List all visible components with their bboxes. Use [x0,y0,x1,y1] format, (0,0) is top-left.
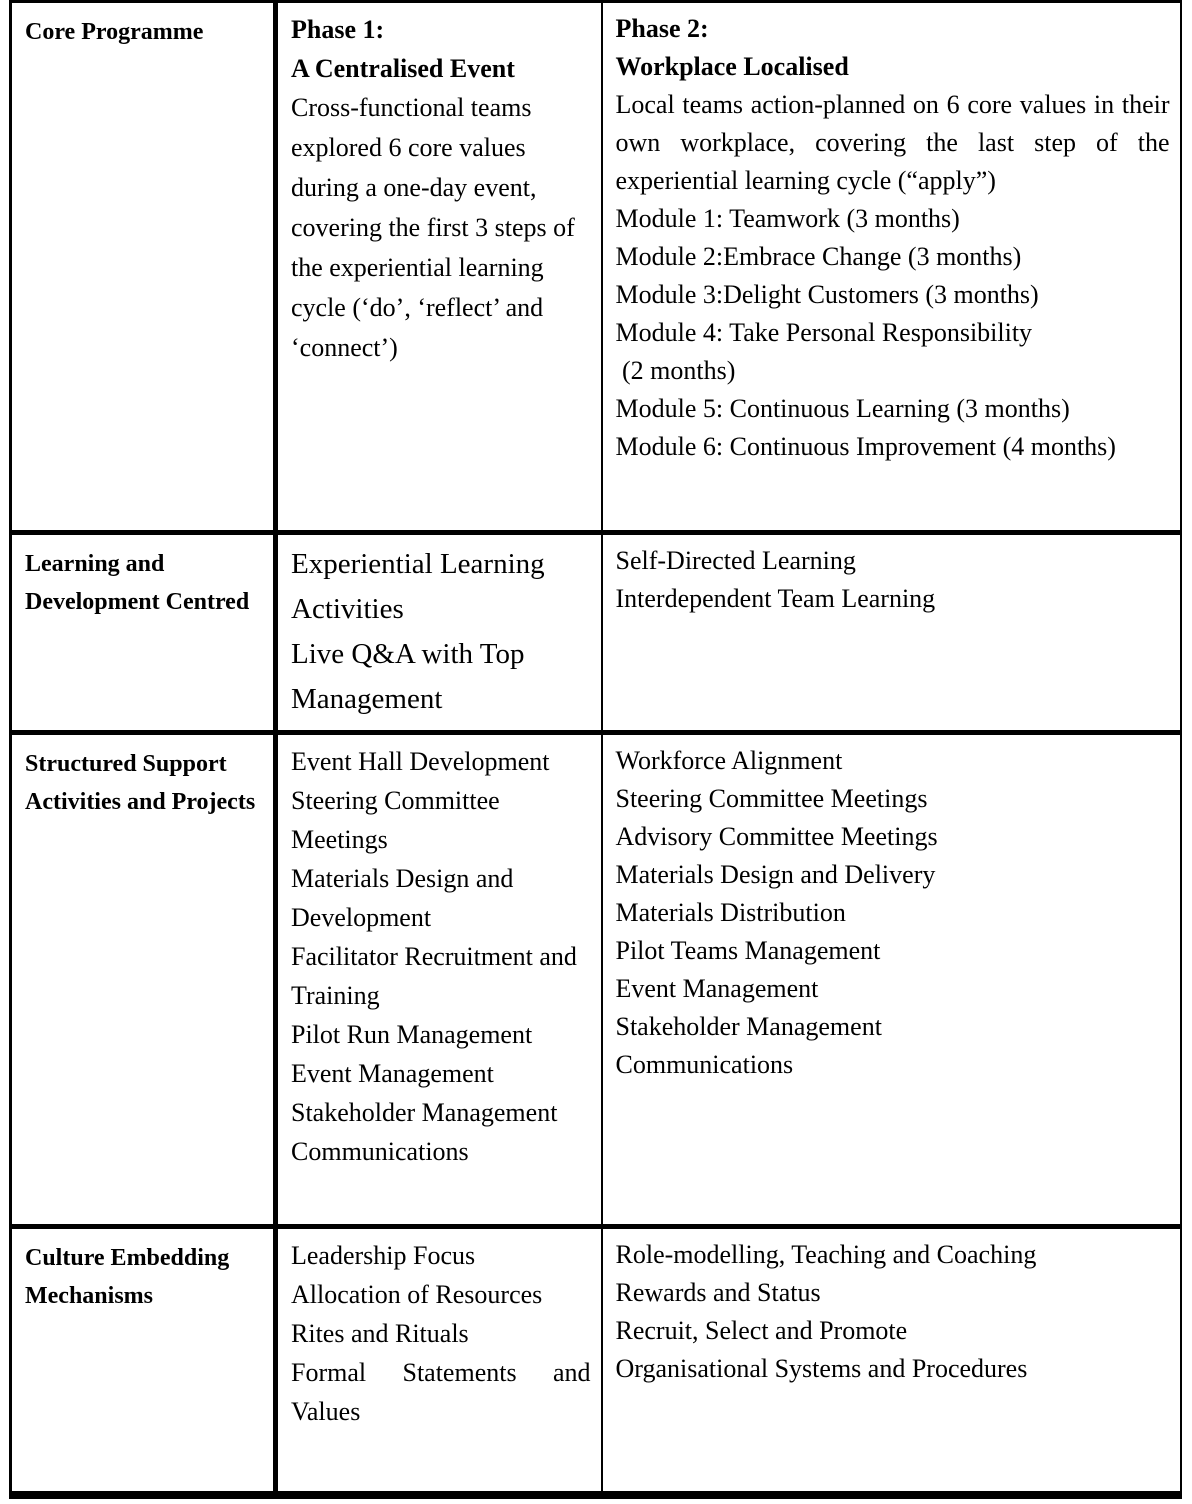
cell-culture-embedding-phase1 [276,1227,602,1496]
phase1-heading: Phase 1: A Centralised Event [291,15,515,83]
phase1-support-list: Event Hall Development Steering Committee Meetings Materials Design and Development Facilitator Recruitment and Training Pilot Run Management Event Management Stakeholder Management Communications [291,747,583,1166]
row-header-core-programme: Core Programme [25,19,204,45]
row-header-cell [11,533,276,733]
phase2-support-list: Workforce Alignment Steering Committee Meetings Advisory Committee Meetings Materials Design and Delivery Materials Distribution Pilot Teams Management Event Management Stakeholder Management Communications [615,746,938,1079]
phase2-learning-list: Self-Directed Learning Interdependent Team Learning [615,546,936,613]
phase2-module-list: Module 1: Teamwork (3 months) Module 2:Embrace Change (3 months) Module 3:Delight Customers (3 months) Module 4: Take Personal Responsibility (2 months) Module 5: Continuous Learning (3 months) Module 6: Continuous Improvement (4 months) [615,204,1116,461]
phase2-heading: Phase 2: Workplace Localised [615,14,849,81]
row-header-cell [11,2,276,533]
row-header-learning-development: Learning and Development Centred [25,551,250,615]
phase1-learning-list: Experiential Learning Activities Live Q&A with Top Management [291,548,551,715]
table-row-structured-support [11,733,1181,1227]
row-header-structured-support: Structured Support Activities and Projects [25,751,256,815]
cell-structured-support-phase2 [602,733,1181,1227]
phase1-description: Cross-functional teams explored 6 core values during a one-day event, covering the first 3 steps of the experiential learning cycle (‘do’, ‘reflect’ and ‘connect’) [291,93,575,362]
row-header-cell [11,1227,276,1496]
table-row-culture-embedding [11,1227,1181,1496]
cell-learning-development-phase2 [602,533,1181,733]
row-header-cell [11,733,276,1227]
row-header-culture-embedding: Culture Embedding Mechanisms [25,1245,230,1309]
cell-core-programme-phase2 [602,2,1181,533]
phase1-culture-list: Leadership Focus Allocation of Resources Rites and Rituals Formal Statements and Values [291,1241,597,1426]
cell-structured-support-phase1 [276,733,602,1227]
cell-culture-embedding-phase2 [602,1227,1181,1496]
cell-learning-development-phase1 [276,533,602,733]
cell-core-programme-phase1 [276,2,602,533]
table-row-learning-development [11,533,1181,733]
table-row-core-programme [11,2,1181,533]
phase2-description: Local teams action-planned on 6 core values in their own workplace, covering the last step of the experiential learning cycle (“apply”) [615,90,1170,195]
phase2-culture-list: Role-modelling, Teaching and Coaching Rewards and Status Recruit, Select and Promote Organisational Systems and Procedures [615,1240,1037,1383]
programme-phases-table [9,0,1182,1499]
